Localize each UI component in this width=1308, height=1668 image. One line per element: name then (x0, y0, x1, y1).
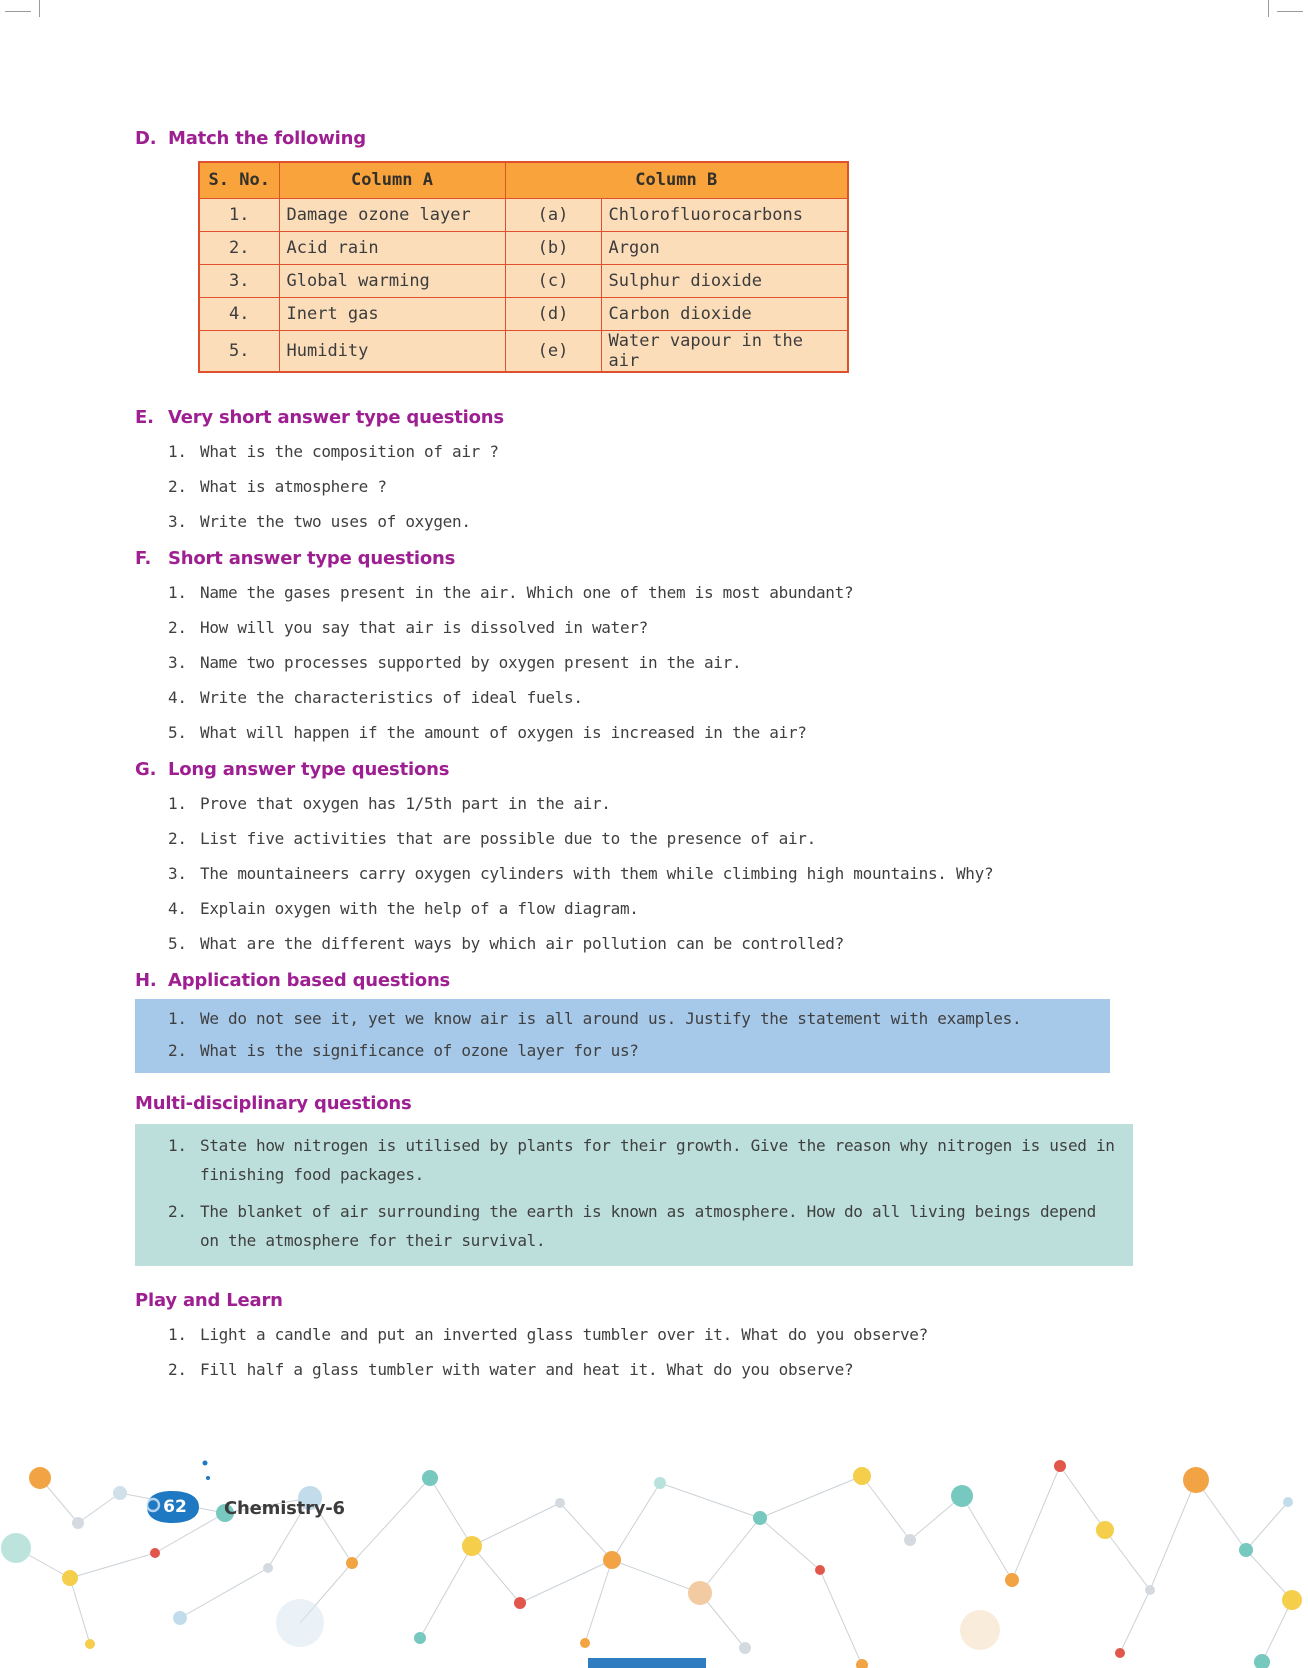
crop-mark-top-right (1277, 11, 1303, 12)
book-title: Chemistry-6 (224, 1498, 345, 1519)
question-text: List five activities that are possible due to the presence of air. (200, 828, 816, 848)
cell-column-a: Acid rain (279, 231, 505, 264)
section-heading (135, 970, 1135, 991)
question-text: The mountaineers carry oxygen cylinders with them while climbing high mountains. Why? (200, 863, 994, 883)
question-number: 1. (168, 441, 187, 461)
section-short-answer (135, 548, 1135, 745)
question-number: 2. (168, 828, 187, 848)
section-heading (135, 407, 1135, 428)
question-text: How will you say that air is dissolved in water? (200, 617, 648, 637)
section-play-and-learn (135, 1290, 1135, 1382)
cell-sno: 5. (199, 330, 279, 372)
section-heading (135, 548, 1135, 569)
question-item (168, 475, 1135, 499)
question-text: Write the characteristics of ideal fuels. (200, 687, 583, 707)
question-text: What is atmosphere ? (200, 476, 387, 496)
question-item (168, 1323, 1135, 1347)
cell-key: (c) (505, 264, 601, 297)
question-number: 1. (168, 1008, 187, 1028)
table-header-row (199, 162, 848, 198)
match-table (198, 161, 849, 373)
question-item (168, 827, 1135, 851)
table-row (199, 330, 848, 372)
cell-column-b: Chlorofluorocarbons (601, 198, 848, 231)
cell-column-b: Water vapour in the air (601, 330, 848, 372)
question-text: Explain oxygen with the help of a flow diagram. (200, 898, 639, 918)
question-item (168, 1197, 1118, 1255)
molecule-decoration (0, 1418, 1308, 1668)
question-item (168, 581, 1135, 605)
section-heading (135, 1093, 1135, 1114)
cell-column-a: Damage ozone layer (279, 198, 505, 231)
section-title: Match the following (168, 128, 366, 149)
question-item (168, 616, 1135, 640)
question-number: 1. (168, 582, 187, 602)
section-heading (135, 1290, 1135, 1311)
section-label: H. (135, 969, 157, 991)
question-text: Write the two uses of oxygen. (200, 511, 471, 531)
cell-column-b: Argon (601, 231, 848, 264)
question-item (168, 721, 1135, 745)
question-number: 3. (168, 511, 187, 531)
question-item (168, 510, 1135, 534)
question-item (168, 686, 1135, 710)
section-long-answer (135, 759, 1135, 956)
question-text: Prove that oxygen has 1/5th part in the air. (200, 793, 611, 813)
cell-key: (b) (505, 231, 601, 264)
question-text: State how nitrogen is utilised by plants for their growth. Give the reason why nitrogen is used in finishing food packages. (200, 1135, 1115, 1184)
question-item (168, 897, 1135, 921)
section-heading (135, 759, 1135, 780)
section-title: Very short answer type questions (168, 406, 504, 428)
section-title: Multi-disciplinary questions (135, 1092, 412, 1114)
question-item (168, 1131, 1118, 1189)
cell-column-b: Sulphur dioxide (601, 264, 848, 297)
page-content (135, 128, 1135, 1396)
cell-key: (a) (505, 198, 601, 231)
section-title: Application based questions (168, 969, 451, 991)
question-number: 2. (168, 1359, 187, 1379)
section-label: G. (135, 758, 157, 780)
question-list (135, 1323, 1135, 1382)
question-number: 3. (168, 863, 187, 883)
question-item (168, 651, 1135, 675)
question-text: Light a candle and put an inverted glass tumbler over it. What do you observe? (200, 1324, 928, 1344)
question-number: 5. (168, 722, 187, 742)
highlight-block-blue (135, 999, 1110, 1073)
cell-sno: 4. (199, 297, 279, 330)
question-number: 4. (168, 898, 187, 918)
question-number: 1. (168, 793, 187, 813)
question-text: We do not see it, yet we know air is all around us. Justify the statement with examples. (200, 1008, 1022, 1028)
question-text: Name the gases present in the air. Which one of them is most abundant? (200, 582, 854, 602)
section-application-based (135, 970, 1135, 1073)
question-number: 4. (168, 687, 187, 707)
section-multi-disciplinary (135, 1093, 1135, 1266)
header-sno: S. No. (199, 162, 279, 198)
question-number: 5. (168, 933, 187, 953)
question-item (168, 932, 1135, 956)
section-title: Long answer type questions (168, 758, 450, 780)
section-label: D. (135, 128, 157, 149)
cell-sno: 3. (199, 264, 279, 297)
cell-sno: 2. (199, 231, 279, 264)
table-row (199, 231, 848, 264)
question-number: 2. (168, 476, 187, 496)
question-list (135, 440, 1135, 534)
cell-key: (e) (505, 330, 601, 372)
question-text: What is the significance of ozone layer for us? (200, 1040, 639, 1060)
cell-column-a: Global warming (279, 264, 505, 297)
question-item (168, 1006, 1100, 1032)
question-text: What are the different ways by which air pollution can be controlled? (200, 933, 844, 953)
page-number-badge (140, 1488, 202, 1526)
header-column-b: Column B (505, 162, 848, 198)
question-number: 2. (168, 617, 187, 637)
question-item (168, 1038, 1100, 1064)
question-item (168, 1358, 1135, 1382)
section-very-short-answer (135, 407, 1135, 534)
section-match-the-following (135, 128, 1135, 373)
question-number: 1. (168, 1324, 187, 1344)
question-item (168, 792, 1135, 816)
cell-column-a: Inert gas (279, 297, 505, 330)
table-row (199, 264, 848, 297)
question-number: 3. (168, 652, 187, 672)
question-text: Fill half a glass tumbler with water and heat it. What do you observe? (200, 1359, 854, 1379)
cell-sno: 1. (199, 198, 279, 231)
section-heading (135, 128, 1135, 149)
cell-column-a: Humidity (279, 330, 505, 372)
question-list (135, 581, 1135, 745)
section-label: F. (135, 547, 152, 569)
question-list (135, 1006, 1100, 1064)
header-column-a: Column A (279, 162, 505, 198)
question-list (135, 792, 1135, 956)
cell-column-b: Carbon dioxide (601, 297, 848, 330)
crop-mark-top-left (39, 0, 40, 17)
crop-mark-top-right (1268, 0, 1269, 17)
question-list (135, 1131, 1118, 1255)
question-text: The blanket of air surrounding the earth is known as atmosphere. How do all living beings depend on the atmosphere for their survival. (200, 1201, 1096, 1250)
question-item (168, 862, 1135, 886)
question-text: What will happen if the amount of oxygen is increased in the air? (200, 722, 807, 742)
section-title: Play and Learn (135, 1289, 283, 1311)
question-text: Name two processes supported by oxygen present in the air. (200, 652, 742, 672)
question-item (168, 440, 1135, 464)
table-row (199, 198, 848, 231)
highlight-block-teal (135, 1124, 1133, 1266)
table-row (199, 297, 848, 330)
question-number: 2. (168, 1040, 187, 1060)
question-number: 2. (168, 1201, 187, 1221)
question-text: What is the composition of air ? (200, 441, 499, 461)
page-number: 62 (163, 1497, 187, 1517)
section-label: E. (135, 406, 154, 428)
section-title: Short answer type questions (168, 547, 456, 569)
question-number: 1. (168, 1135, 187, 1155)
cell-key: (d) (505, 297, 601, 330)
crop-mark-top-left (5, 11, 31, 12)
